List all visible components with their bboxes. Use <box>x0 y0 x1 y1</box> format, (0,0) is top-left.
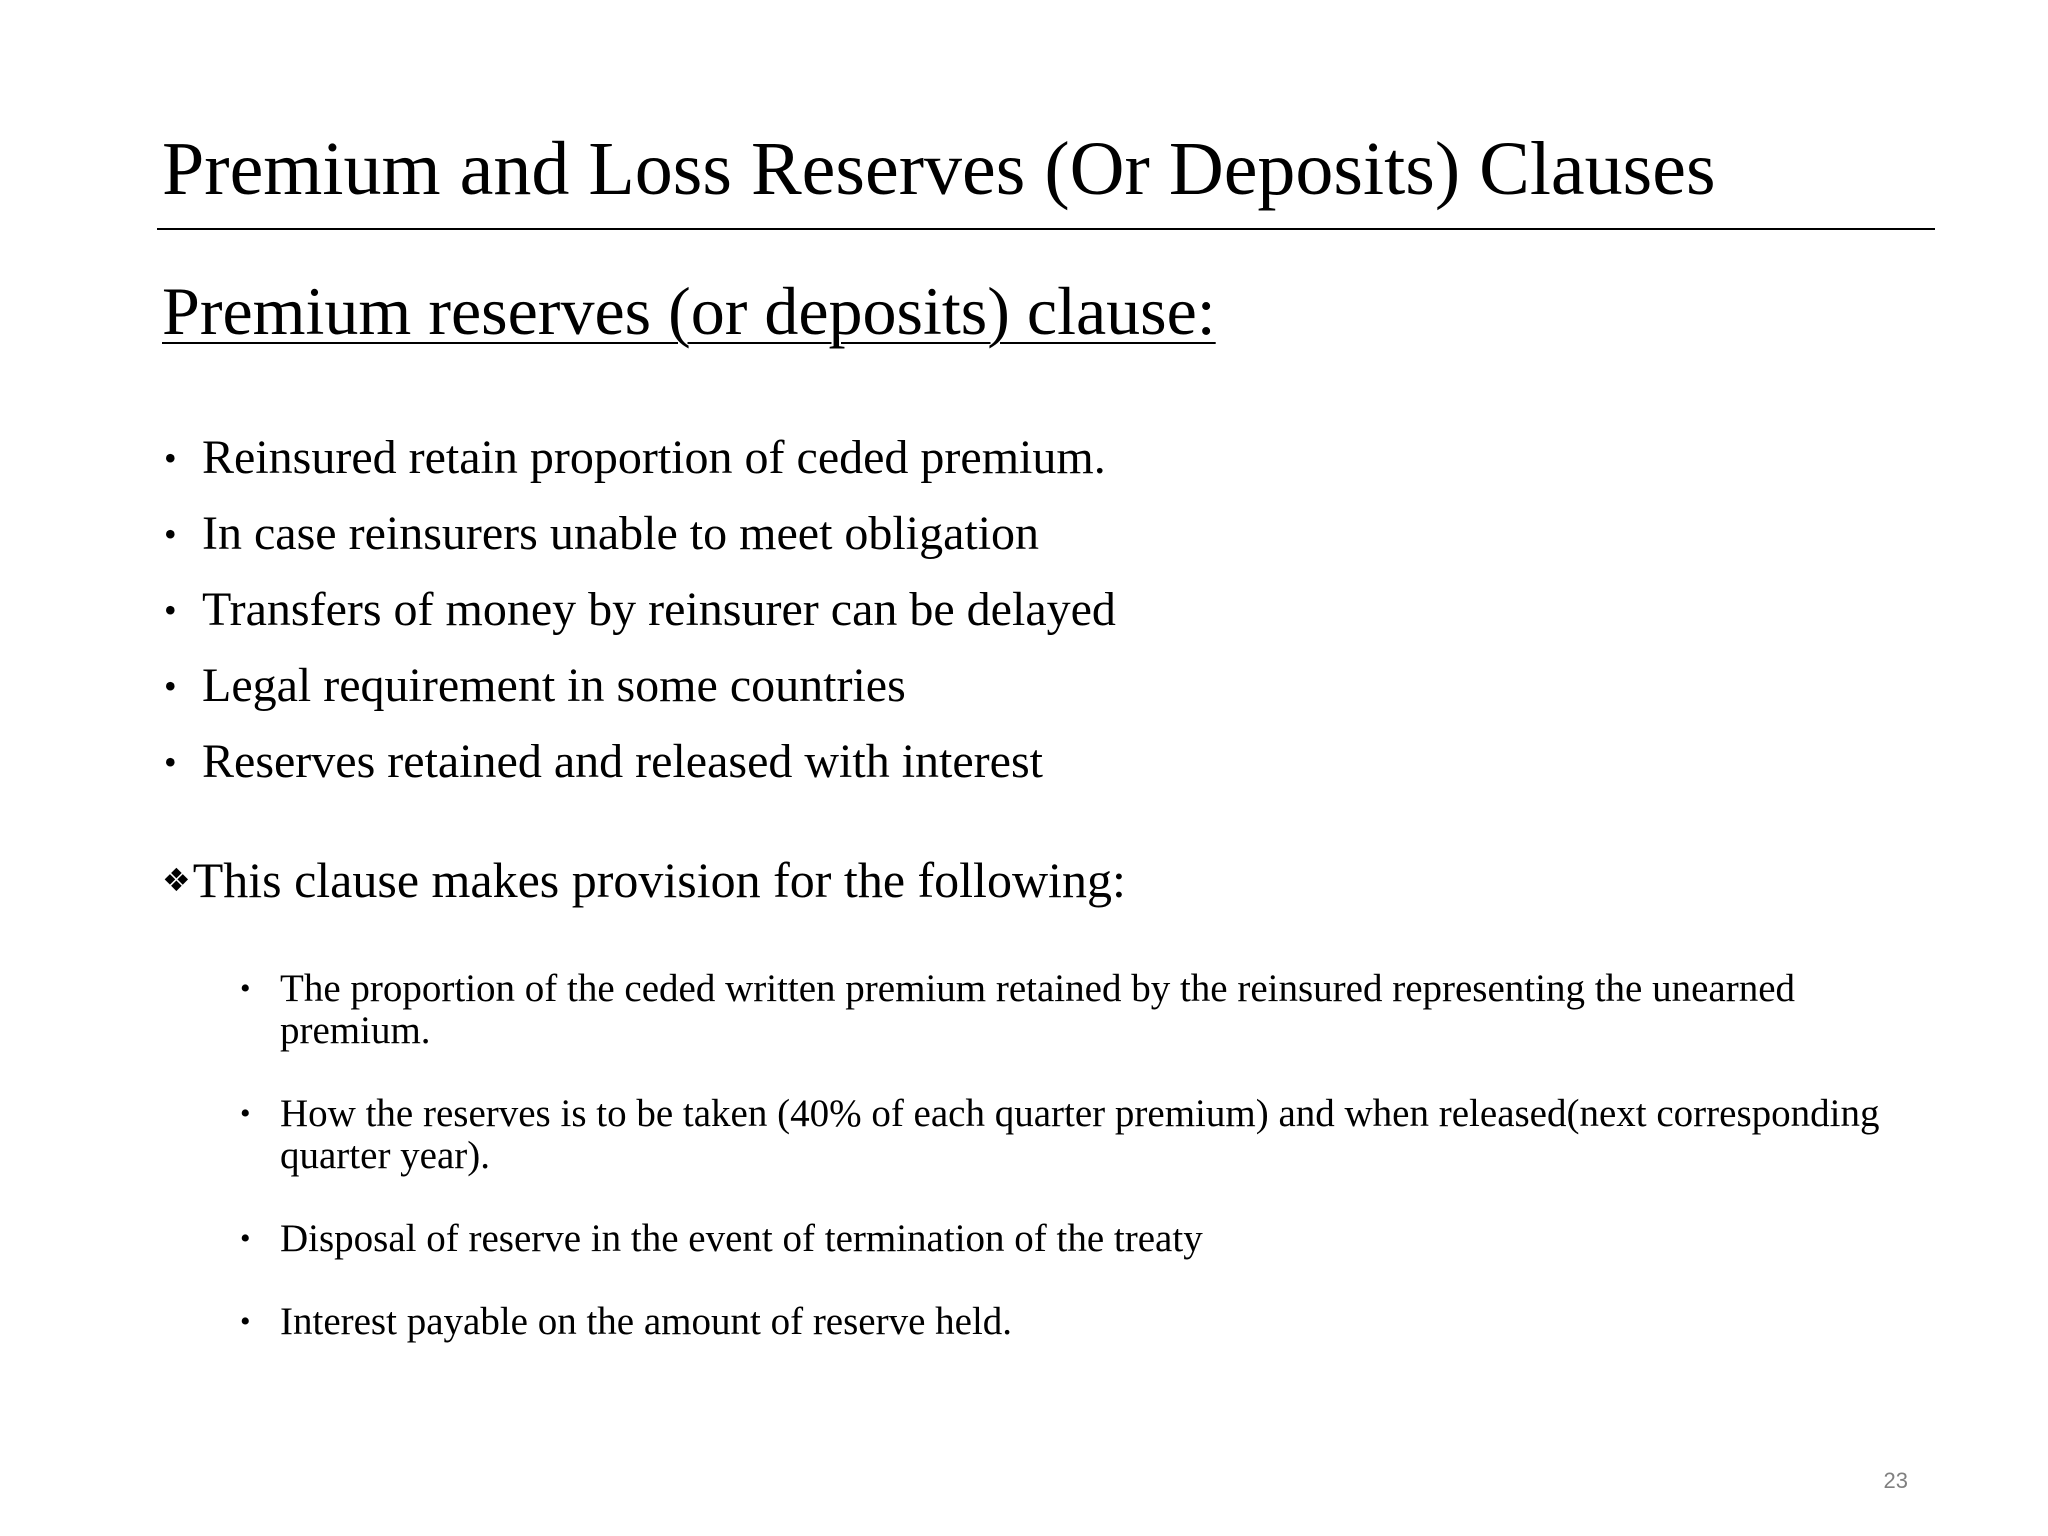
provision-heading <box>162 850 1126 910</box>
bullet-item <box>162 420 1116 496</box>
slide-title: Premium and Loss Reserves (Or Deposits) Clauses <box>162 127 1716 211</box>
bullet-icon: • <box>240 1097 251 1130</box>
sub-bullet-item <box>240 1218 1920 1260</box>
bullet-text: Legal requirement in some countries <box>202 659 906 712</box>
bullet-icon: • <box>240 1305 251 1338</box>
sub-bullet-item <box>240 968 1920 1052</box>
bullet-text: In case reinsurers unable to meet obligation <box>202 507 1040 560</box>
sub-bullet-text: The proportion of the ceded written premium retained by the reinsured representing the unearned premium. <box>280 967 1796 1052</box>
bullet-icon: • <box>164 666 177 706</box>
bullet-text: Reserves retained and released with interest <box>202 735 1043 788</box>
bullet-item <box>162 648 1116 724</box>
bullet-icon: • <box>164 438 177 478</box>
main-bullet-list <box>162 420 1116 800</box>
title-divider <box>157 228 1935 230</box>
sub-bullet-item <box>240 1301 1920 1343</box>
sub-bullet-item <box>240 1093 1920 1177</box>
sub-bullet-text: Disposal of reserve in the event of termination of the treaty <box>280 1217 1203 1260</box>
sub-bullet-text: How the reserves is to be taken (40% of each quarter premium) and when released(next corresponding quarter year). <box>280 1092 1880 1177</box>
bullet-item <box>162 496 1116 572</box>
bullet-icon: • <box>164 590 177 630</box>
provision-text: This clause makes provision for the following: <box>192 852 1126 908</box>
bullet-icon: • <box>240 1222 251 1255</box>
bullet-icon: • <box>164 514 177 554</box>
bullet-item <box>162 572 1116 648</box>
bullet-icon: • <box>240 972 251 1005</box>
page-number: 23 <box>1883 1468 1908 1493</box>
bullet-text: Reinsured retain proportion of ceded premium. <box>202 431 1106 484</box>
sub-bullet-list <box>240 968 1920 1384</box>
bullet-icon: • <box>164 742 177 782</box>
section-heading: Premium reserves (or deposits) clause: <box>162 273 1216 349</box>
bullet-item <box>162 724 1116 800</box>
bullet-text: Transfers of money by reinsurer can be delayed <box>202 583 1116 636</box>
sub-bullet-text: Interest payable on the amount of reserve held. <box>280 1300 1013 1343</box>
diamond-bullet-icon: ❖ <box>162 861 191 899</box>
